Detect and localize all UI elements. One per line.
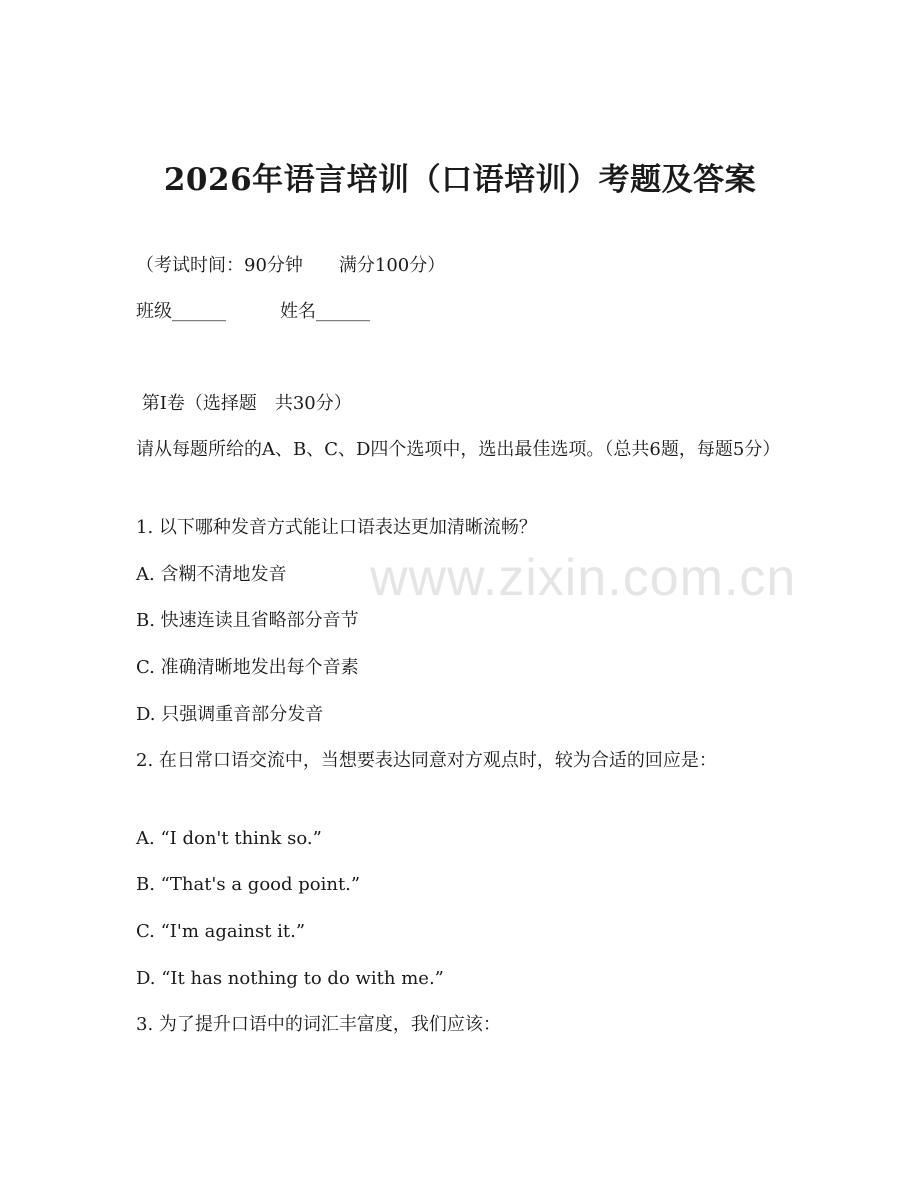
exam-info: （考试时间：90分钟 满分100分） [136, 255, 446, 276]
question-2-option-c: C. “I'm against it.” [136, 921, 306, 942]
watermark: www.zixin.com.cn [370, 549, 797, 607]
question-2-option-d: D. “It has nothing to do with me.” [136, 968, 444, 989]
question-2-stem: 2. 在日常口语交流中，当想要表达同意对方观点时，较为合适的回应是： [136, 750, 717, 771]
question-2-option-a: A. “I don't think so.” [136, 828, 322, 849]
document-title: 2026年语言培训（口语培训）考题及答案 [163, 162, 757, 198]
question-1-option-a: A. 含糊不清地发音 [136, 564, 287, 585]
question-1-option-c: C. 准确清晰地发出每个音素 [136, 657, 359, 678]
question-1-option-d: D. 只强调重音部分发音 [136, 704, 324, 725]
question-3-stem: 3. 为了提升口语中的词汇丰富度，我们应该： [136, 1014, 501, 1035]
class-name-line: 班级______ 姓名______ [136, 301, 370, 322]
instructions: 请从每题所给的A、B、C、D四个选项中，选出最佳选项。（总共6题，每题5分） [136, 439, 781, 460]
question-1-stem: 1. 以下哪种发音方式能让口语表达更加清晰流畅？ [136, 517, 537, 538]
question-1-option-b: B. 快速连读且省略部分音节 [136, 610, 359, 631]
section-heading: 第Ⅰ卷（选择题 共30分） [136, 393, 352, 414]
question-2-option-b: B. “That's a good point.” [136, 874, 361, 895]
